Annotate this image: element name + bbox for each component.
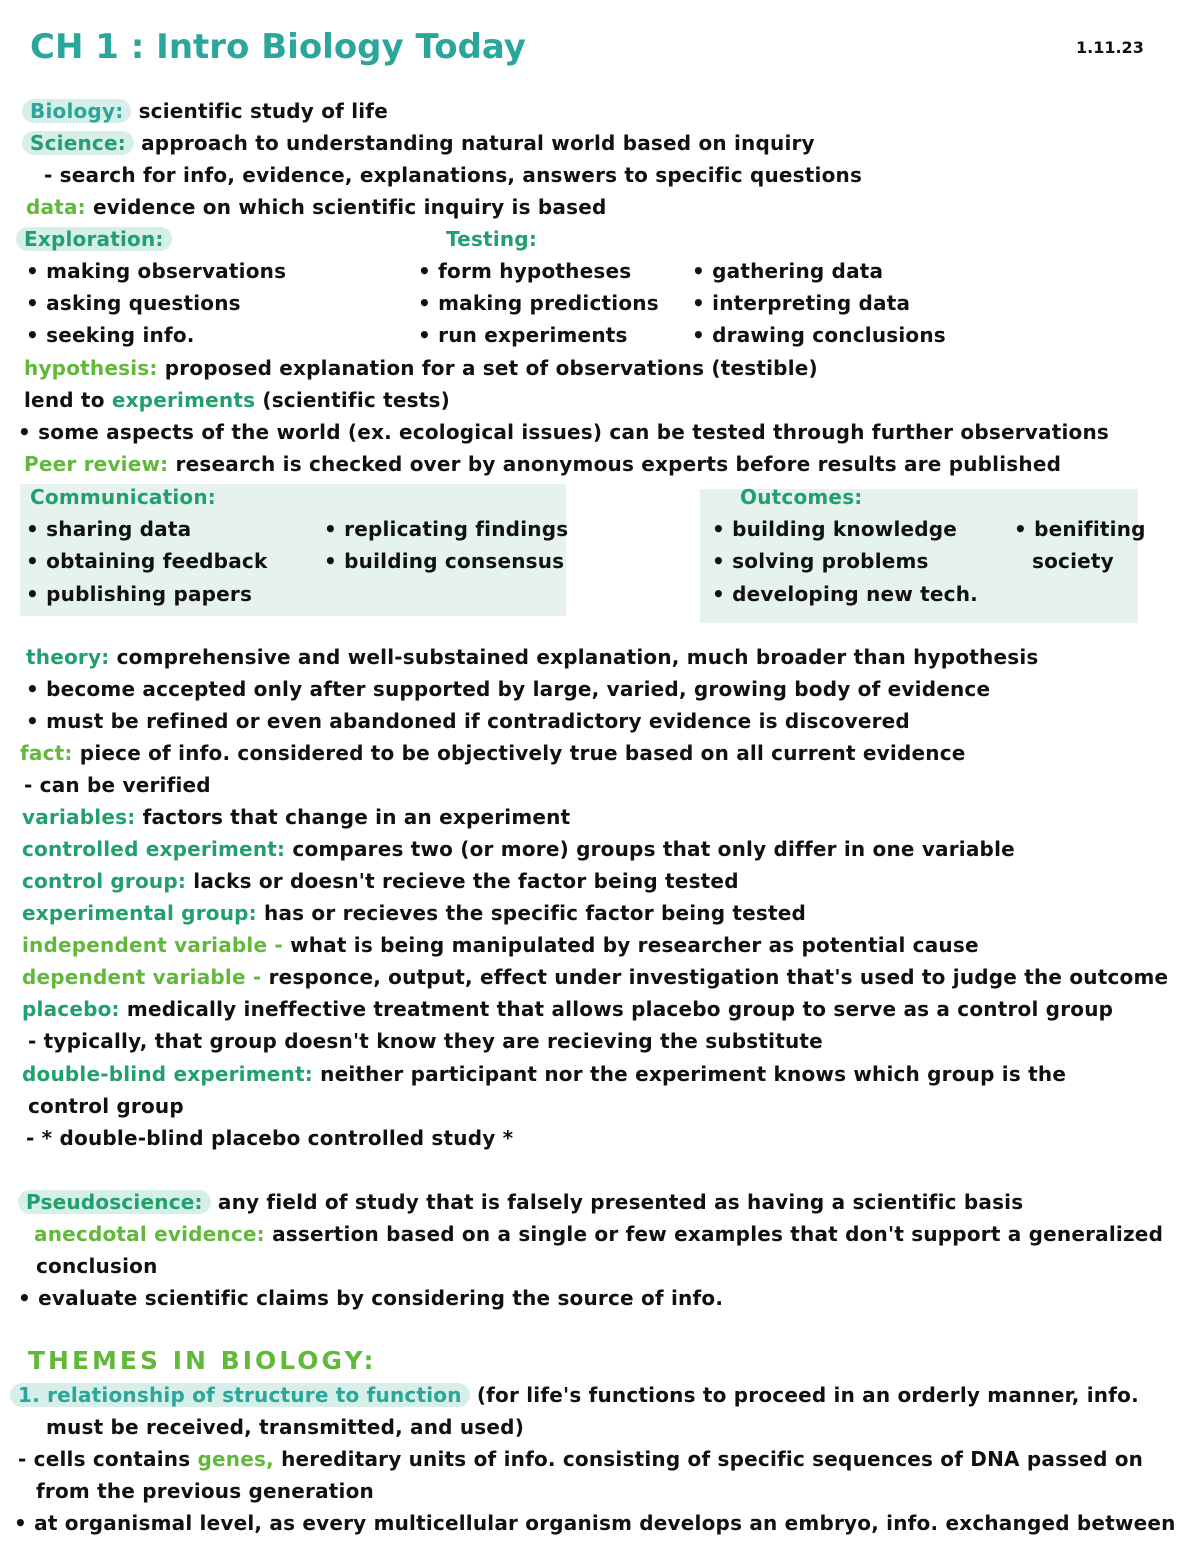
placebo-definition: medically ineffective treatment that allows placebo group to serve as a control group: [126, 997, 1114, 1021]
pseudoscience-definition: any field of study that is falsely presented as having a scientific basis: [217, 1190, 1024, 1214]
double-blind-cont: control group: [28, 1094, 184, 1118]
communication-item: • sharing data: [26, 517, 192, 541]
exploration-item: • making observations: [26, 259, 287, 283]
themes-heading: THEMES IN BIOLOGY:: [28, 1346, 377, 1375]
independent-variable-term: independent variable -: [22, 933, 283, 957]
cells-line: - cells contains genes, hereditary units of info. consisting of specific sequences of DNA passed on: [18, 1447, 1144, 1471]
theme-item-1-definition: (for life's functions to proceed in an orderly manner, info.: [476, 1383, 1139, 1407]
lend-line: lend to experiments (scientific tests): [24, 388, 450, 412]
experimental-group-term: experimental group:: [22, 901, 257, 925]
placebo-line: [22, 996, 1113, 1022]
peer-review-term: Peer review:: [24, 452, 169, 476]
fact-definition: piece of info. considered to be objectively true based on all current evidence: [79, 741, 966, 765]
experiments-term: experiments: [111, 388, 256, 412]
theory-sub: • must be refined or even abandoned if contradictory evidence is discovered: [26, 709, 910, 733]
peer-review-line: [24, 451, 1061, 477]
variables-line: [22, 804, 570, 830]
dependent-variable-definition: responce, output, effect under investigation that's used to judge the outcome: [268, 965, 1169, 989]
organismal-line: • at organismal level, as every multicellular organism develops an embryo, info. exchanged between: [14, 1511, 1176, 1535]
testing-item: • interpreting data: [692, 291, 911, 315]
outcomes-item: society: [1032, 549, 1114, 573]
controlled-experiment-term: controlled experiment:: [22, 837, 286, 861]
theme-item-1-cont: must be received, transmitted, and used): [46, 1415, 525, 1439]
testing-heading: Testing:: [446, 227, 538, 251]
data-term: data:: [26, 195, 86, 219]
data-line: [26, 194, 606, 220]
independent-variable-definition: what is being manipulated by researcher as potential cause: [290, 933, 979, 957]
testing-item: • form hypotheses: [418, 259, 632, 283]
anecdotal-line: [34, 1221, 1163, 1247]
page-title: CH 1 : Intro Biology Today: [30, 27, 526, 67]
evaluate-line: • evaluate scientific claims by considering the source of info.: [18, 1286, 724, 1310]
theory-sub: • become accepted only after supported by large, varied, growing body of evidence: [26, 677, 991, 701]
pseudoscience-term: Pseudoscience:: [18, 1190, 211, 1214]
hypothesis-line: [24, 355, 818, 381]
theory-term: theory:: [26, 645, 110, 669]
genes-definition: hereditary units of info. consisting of specific sequences of DNA passed on: [281, 1447, 1144, 1471]
control-group-term: control group:: [22, 869, 187, 893]
placebo-sub: - typically, that group doesn't know they are recieving the substitute: [28, 1029, 823, 1053]
double-blind-sub: - * double-blind placebo controlled study *: [26, 1126, 514, 1150]
double-blind-term: double-blind experiment:: [22, 1062, 313, 1086]
date-label: 1.11.23: [1076, 38, 1144, 57]
anecdotal-definition: assertion based on a single or few examples that don't support a generalized: [272, 1222, 1164, 1246]
anecdotal-cont: conclusion: [36, 1254, 158, 1278]
peer-review-definition: research is checked over by anonymous experts before results are published: [175, 452, 1062, 476]
outcomes-item: • benifiting: [1014, 517, 1146, 541]
biology-definition: scientific study of life: [138, 99, 388, 123]
science-line: [22, 130, 815, 156]
double-blind-line: [22, 1061, 1066, 1087]
controlled-experiment-line: [22, 836, 1015, 862]
dependent-variable-line: [22, 964, 1168, 990]
exploration-item: • seeking info.: [26, 323, 195, 347]
control-group-line: [22, 868, 739, 894]
hypothesis-definition: proposed explanation for a set of observations (testible): [164, 356, 818, 380]
independent-variable-line: [22, 932, 979, 958]
communication-item: • obtaining feedback: [26, 549, 268, 573]
fact-term: fact:: [20, 741, 73, 765]
fact-line: [20, 740, 966, 766]
testing-item: • making predictions: [418, 291, 659, 315]
outcomes-item: • developing new tech.: [712, 582, 978, 606]
dependent-variable-term: dependent variable -: [22, 965, 262, 989]
theory-line: [26, 644, 1038, 670]
double-blind-definition: neither participant nor the experiment knows which group is the: [320, 1062, 1067, 1086]
genes-term: genes,: [197, 1447, 274, 1471]
fact-sub: - can be verified: [24, 773, 211, 797]
control-group-definition: lacks or doesn't recieve the factor being tested: [193, 869, 739, 893]
variables-definition: factors that change in an experiment: [142, 805, 571, 829]
testing-item: • gathering data: [692, 259, 884, 283]
experimental-group-definition: has or recieves the specific factor being tested: [264, 901, 807, 925]
placebo-term: placebo:: [22, 997, 120, 1021]
biology-term: Biology:: [22, 99, 131, 123]
outcomes-item: • building knowledge: [712, 517, 958, 541]
exploration-item: • asking questions: [26, 291, 241, 315]
communication-item: • publishing papers: [26, 582, 253, 606]
pseudoscience-line: [18, 1189, 1023, 1215]
experimental-group-line: [22, 900, 806, 926]
outcomes-item: • solving problems: [712, 549, 929, 573]
biology-line: [22, 98, 388, 124]
science-definition: approach to understanding natural world based on inquiry: [141, 131, 815, 155]
testing-item: • drawing conclusions: [692, 323, 946, 347]
theory-definition: comprehensive and well-substained explanation, much broader than hypothesis: [116, 645, 1039, 669]
communication-heading: Communication:: [30, 485, 216, 509]
science-sub: - search for info, evidence, explanations, answers to specific questions: [44, 163, 863, 187]
outcomes-heading: Outcomes:: [740, 485, 863, 509]
testing-item: • run experiments: [418, 323, 628, 347]
controlled-experiment-definition: compares two (or more) groups that only differ in one variable: [292, 837, 1015, 861]
science-term: Science:: [22, 131, 134, 155]
cells-cont: from the previous generation: [36, 1479, 374, 1503]
aspects-line: • some aspects of the world (ex. ecological issues) can be tested through further observations: [18, 420, 1110, 444]
hypothesis-term: hypothesis:: [24, 356, 158, 380]
communication-item: • building consensus: [324, 549, 565, 573]
anecdotal-term: anecdotal evidence:: [34, 1222, 265, 1246]
theme-item-1: [10, 1382, 1139, 1408]
exploration-heading: Exploration:: [16, 226, 172, 252]
theme-item-1-term: 1. relationship of structure to function: [10, 1383, 470, 1407]
data-definition: evidence on which scientific inquiry is based: [93, 195, 607, 219]
variables-term: variables:: [22, 805, 136, 829]
communication-item: • replicating findings: [324, 517, 569, 541]
